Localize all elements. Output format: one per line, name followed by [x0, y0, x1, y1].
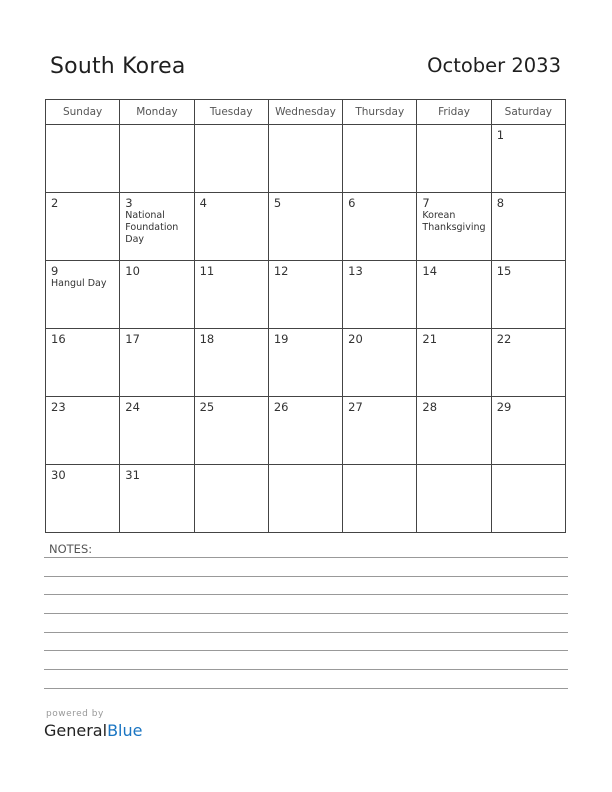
day-number: 28 [422, 400, 438, 414]
day-number: 3 [125, 196, 133, 210]
week-row [46, 397, 566, 465]
day-number: 22 [496, 332, 512, 346]
day-cell [120, 193, 194, 261]
notes-label: NOTES: [49, 542, 93, 556]
week-row [46, 465, 566, 533]
day-cell [120, 261, 194, 329]
holiday-label: National Foundation Day [125, 210, 179, 245]
empty-day-cell [417, 125, 491, 193]
empty-day-cell [46, 125, 120, 193]
day-number: 1 [496, 128, 505, 142]
day-number: 15 [496, 264, 512, 278]
note-line [44, 650, 568, 651]
day-number: 23 [51, 400, 66, 414]
day-number: 7 [422, 196, 430, 210]
day-cell [491, 125, 565, 193]
day-cell [46, 193, 120, 261]
note-line [44, 594, 568, 595]
day-number: 11 [199, 264, 215, 278]
holiday-label: Hangul Day [51, 278, 107, 289]
day-cell [46, 397, 120, 465]
day-cell [46, 261, 120, 329]
day-cell [268, 193, 342, 261]
day-cell [417, 397, 491, 465]
day-number: 5 [273, 196, 282, 210]
weekday-header: Sunday [46, 100, 120, 125]
day-number: 30 [51, 468, 66, 482]
day-number: 8 [496, 196, 505, 210]
weekday-header: Friday [417, 100, 491, 125]
weekday-header: Tuesday [194, 100, 268, 125]
day-number: 18 [199, 332, 215, 346]
day-number: 26 [273, 400, 289, 414]
day-number: 16 [51, 332, 66, 346]
day-cell [268, 397, 342, 465]
day-cell [120, 465, 194, 533]
day-number: 24 [125, 400, 140, 414]
empty-day-cell [194, 465, 268, 533]
day-cell [343, 261, 417, 329]
empty-day-cell [268, 465, 342, 533]
note-line [44, 613, 568, 614]
calendar-grid [45, 99, 566, 533]
note-line [44, 669, 568, 670]
day-number: 25 [199, 400, 215, 414]
day-cell [194, 329, 268, 397]
day-cell [46, 329, 120, 397]
empty-day-cell [491, 465, 565, 533]
day-number: 17 [125, 332, 140, 346]
weekday-header: Monday [120, 100, 194, 125]
note-line [44, 632, 568, 633]
empty-day-cell [417, 465, 491, 533]
day-number: 19 [273, 332, 289, 346]
day-number: 10 [125, 264, 140, 278]
brand-general-text: General [44, 721, 108, 740]
day-cell [417, 193, 491, 261]
day-cell [194, 397, 268, 465]
brand-blue-text: Blue [107, 721, 143, 740]
weekday-header: Thursday [343, 100, 417, 125]
empty-day-cell [343, 465, 417, 533]
weekday-header-row [46, 100, 566, 125]
brand-logo [44, 721, 142, 740]
day-cell [417, 261, 491, 329]
day-cell [46, 465, 120, 533]
calendar-country-title: South Korea [50, 54, 186, 79]
day-number: 6 [348, 196, 356, 210]
empty-day-cell [343, 125, 417, 193]
day-number: 29 [496, 400, 512, 414]
day-cell [343, 193, 417, 261]
day-cell [120, 329, 194, 397]
day-cell [194, 193, 268, 261]
empty-day-cell [120, 125, 194, 193]
day-cell [120, 397, 194, 465]
day-cell [491, 329, 565, 397]
day-number: 12 [273, 264, 289, 278]
week-row [46, 261, 566, 329]
empty-day-cell [268, 125, 342, 193]
day-cell [343, 329, 417, 397]
day-cell [268, 329, 342, 397]
day-number: 13 [348, 264, 363, 278]
week-row [46, 329, 566, 397]
day-number: 20 [348, 332, 363, 346]
calendar-month-title: October 2033 [427, 54, 561, 77]
powered-by-text: powered by [46, 709, 104, 719]
day-number: 4 [199, 196, 207, 210]
day-number: 21 [422, 332, 438, 346]
day-cell [194, 261, 268, 329]
day-number: 2 [51, 196, 59, 210]
day-cell [417, 329, 491, 397]
day-cell [491, 397, 565, 465]
day-number: 27 [348, 400, 363, 414]
week-row [46, 193, 566, 261]
holiday-label: Korean Thanksgiving [422, 210, 486, 233]
day-cell [491, 261, 565, 329]
week-row [46, 125, 566, 193]
note-line [44, 557, 568, 558]
weekday-header: Wednesday [268, 100, 342, 125]
day-number: 14 [422, 264, 438, 278]
note-line [44, 688, 568, 689]
day-cell [268, 261, 342, 329]
empty-day-cell [194, 125, 268, 193]
weekday-header: Saturday [491, 100, 565, 125]
day-number: 9 [51, 264, 59, 278]
day-cell [491, 193, 565, 261]
note-line [44, 576, 568, 577]
day-cell [343, 397, 417, 465]
day-number: 31 [125, 468, 140, 482]
